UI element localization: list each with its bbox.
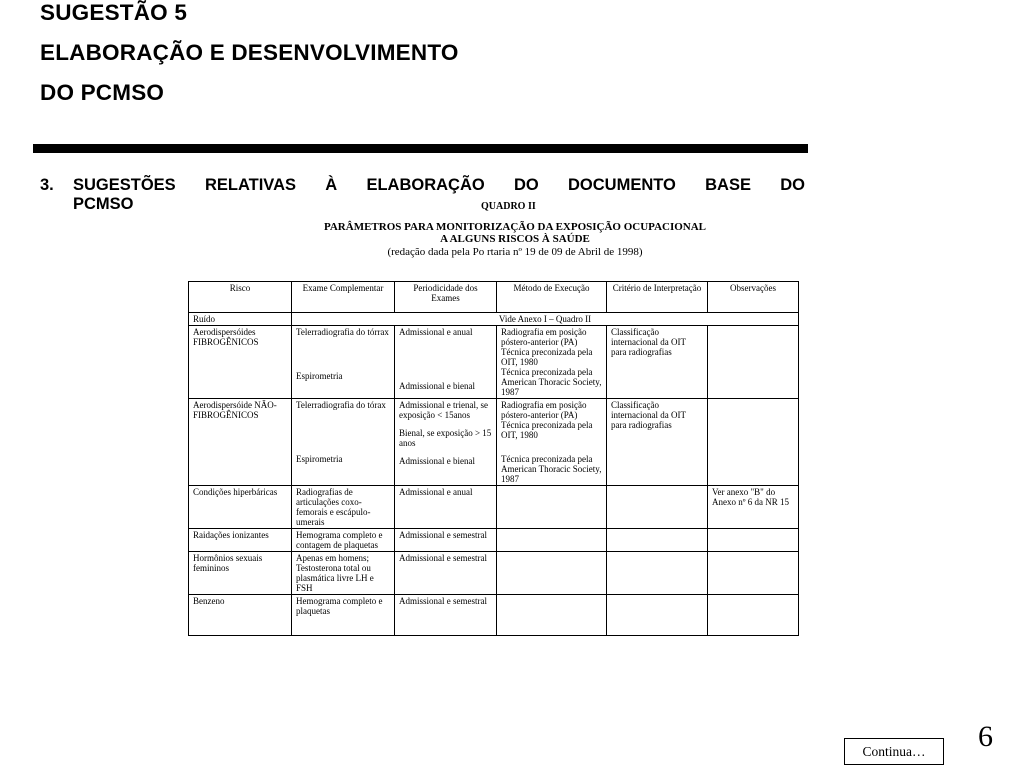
cell-periodicidade [395, 326, 497, 399]
cell-criterio: Classificação internacional da OIT para radiografias [607, 399, 708, 486]
table-row [189, 399, 799, 486]
table-title [290, 221, 740, 245]
cell-exame-2: Espirometria [296, 371, 343, 381]
title-divider [33, 144, 808, 153]
cell-metodo-1: Radiografia em posição póstero-anterior (PA) Técnica preconizada pela OIT, 1980 [501, 327, 593, 367]
cell-exame-1: Telerradiografia do tórax [296, 400, 386, 410]
header-exame: Exame Complementar [292, 282, 395, 313]
cell-metodo [497, 552, 607, 595]
cell-vide-anexo: Vide Anexo I – Quadro II [292, 313, 799, 326]
table-row [189, 529, 799, 552]
cell-metodo-2: Técnica preconizada pela American Thoracic Society, 1987 [501, 454, 602, 484]
cell-criterio [607, 486, 708, 529]
parameters-table [188, 281, 799, 636]
cell-risco: Aerodispersóides FIBROGÊNICOS [189, 326, 292, 399]
cell-criterio [607, 552, 708, 595]
cell-risco: Benzeno [189, 595, 292, 636]
cell-exame [292, 399, 395, 486]
header-observacoes: Observações [708, 282, 799, 313]
cell-exame: Hemograma completo e contagem de plaquetas [292, 529, 395, 552]
cell-metodo-1: Radiografia em posição póstero-anterior (PA) Técnica preconizada pela OIT, 1980 [501, 400, 593, 440]
cell-metodo-2: Técnica preconizada pela American Thoracic Society, 1987 [501, 367, 602, 397]
page-number: 6 [978, 720, 993, 753]
cell-periodicidade: Admissional e semestral [395, 529, 497, 552]
cell-observacoes [708, 595, 799, 636]
slide-title [40, 2, 459, 122]
cell-observacoes [708, 529, 799, 552]
cell-periodicidade: Admissional e anual [395, 486, 497, 529]
table-row [189, 313, 799, 326]
cell-exame [292, 326, 395, 399]
table-row [189, 486, 799, 529]
table-subtitle: (redação dada pela Po rtaria nº 19 de 09 de Abril de 1998) [387, 246, 643, 258]
table-row [189, 326, 799, 399]
cell-periodicidade: Admissional e semestral [395, 595, 497, 636]
section-heading-line-1: SUGESTÕES RELATIVAS À ELABORAÇÃO DO DOCUMENTO BASE DO [73, 176, 805, 194]
table-row [189, 552, 799, 595]
cell-metodo [497, 326, 607, 399]
cell-exame-1: Telerradiografia do tórrax [296, 327, 389, 337]
section-heading [40, 176, 805, 214]
cell-metodo [497, 486, 607, 529]
header-periodicidade: Periodicidade dos Exames [395, 282, 497, 313]
cell-risco: Ruído [189, 313, 292, 326]
cell-periodicidade-1b: Bienal, se exposição > 15 anos [399, 428, 492, 448]
table-title-line-1: PARÂMETROS PARA MONITORIZAÇÃO DA EXPOSIÇÃO OCUPACIONAL [323, 221, 707, 233]
cell-observacoes [708, 399, 799, 486]
cell-metodo [497, 595, 607, 636]
cell-risco: Condições hiperbáricas [189, 486, 292, 529]
cell-exame: Radiografias de articulações coxo-femorais e escápulo-umerais [292, 486, 395, 529]
cell-observacoes: Ver anexo "B" do Anexo nº 6 da NR 15 [708, 486, 799, 529]
cell-periodicidade-2: Admissional e bienal [399, 456, 475, 466]
header-criterio: Critério de Interpretação [607, 282, 708, 313]
cell-periodicidade: Admissional e semestral [395, 552, 497, 595]
section-heading-line-2: PCMSO [73, 195, 134, 213]
cell-periodicidade-2: Admissional e bienal [399, 381, 475, 391]
cell-exame: Apenas em homens; Testosterona total ou plasmática livre LH e FSH [292, 552, 395, 595]
cell-risco: Raidações ionizantes [189, 529, 292, 552]
title-line-3: DO PCMSO [40, 80, 165, 105]
section-number: 3. [40, 176, 54, 194]
cell-periodicidade-1: Admissional e trienal, se exposição < 15anos [399, 400, 488, 420]
cell-criterio [607, 595, 708, 636]
cell-metodo [497, 529, 607, 552]
title-line-2: ELABORAÇÃO E DESENVOLVIMENTO [40, 40, 459, 65]
cell-observacoes [708, 326, 799, 399]
cell-periodicidade-1: Admissional e anual [399, 327, 473, 337]
table-title-line-2: A ALGUNS RISCOS À SAÚDE [440, 233, 590, 245]
cell-exame: Hemograma completo e plaquetas [292, 595, 395, 636]
cell-exame-2: Espirometria [296, 454, 343, 464]
cell-periodicidade [395, 399, 497, 486]
header-risco: Risco [189, 282, 292, 313]
cell-risco: Hormônios sexuais femininos [189, 552, 292, 595]
cell-criterio: Classificação internacional da OIT para radiografias [607, 326, 708, 399]
cell-observacoes [708, 552, 799, 595]
title-line-1: SUGESTÃO 5 [40, 0, 188, 25]
cell-risco: Aerodispersóide NÃO-FIBROGÊNICOS [189, 399, 292, 486]
cell-criterio [607, 529, 708, 552]
table-header-row [189, 282, 799, 313]
table-row [189, 595, 799, 636]
cell-metodo [497, 399, 607, 486]
quadro-label: QUADRO II [481, 201, 536, 212]
continua-box: Continua… [844, 738, 944, 765]
header-metodo: Método de Execução [497, 282, 607, 313]
